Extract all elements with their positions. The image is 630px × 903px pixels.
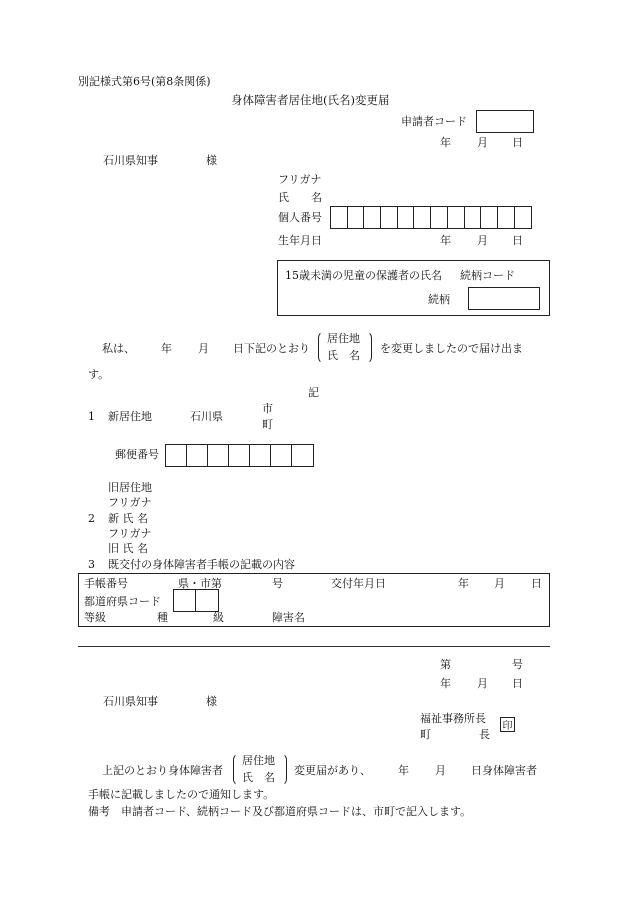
notice-body1: 上記のとおり身体障害者 [102, 764, 223, 777]
new-name-furigana: フリガナ [108, 496, 152, 509]
guardian-label: 15歳未満の児童の保護者の氏名 [285, 269, 442, 282]
old-address-label: 旧居住地 [108, 481, 152, 494]
shu-label: 種 [157, 611, 168, 624]
statement-watashi: 私は、 [102, 342, 135, 355]
applicant-code-field[interactable] [476, 110, 534, 133]
go-label: 号 [272, 577, 283, 590]
ken-shi-label: 県・市第 [178, 577, 222, 590]
city-label: 市 [262, 402, 273, 415]
old-name-furigana: フリガナ [108, 527, 152, 540]
grade-label: 等級 [84, 611, 106, 624]
new-name-label: 新 氏 名 [108, 512, 148, 525]
issue-month: 月 [494, 577, 505, 590]
notice-note: 備考 申請者コード、続柄コード及び都道府県コードは、市町で記入します。 [88, 805, 472, 818]
section1-num: 1 [88, 410, 95, 423]
relation-label: 続柄 [428, 293, 450, 306]
statement-tail2: す。 [88, 368, 110, 381]
section3-num: 3 [88, 558, 95, 571]
form-number: 別記様式第6号(第8条関係) [78, 75, 211, 88]
personal-number-label: 個人番号 [278, 211, 322, 224]
notice-body4: 手帳に記載しましたので通知します。 [88, 788, 275, 801]
notice-sama: 様 [206, 695, 217, 708]
kyu-label: 級 [213, 611, 224, 624]
birth-year: 年 [440, 234, 451, 247]
issue-date-label: 交付年月日 [331, 577, 386, 590]
section2-num: 2 [88, 512, 95, 525]
notice-dai: 第 [440, 658, 451, 671]
birth-month: 月 [477, 234, 488, 247]
name-label: 氏 名 [278, 191, 322, 204]
statement-tail: を変更しましたので届け出ま [380, 342, 523, 355]
postal-code-label: 郵便番号 [115, 448, 159, 461]
relation-code-label: 続柄コード [460, 269, 515, 282]
statement-year: 年 [161, 342, 172, 355]
date-day: 日 [512, 136, 523, 149]
birthdate-label: 生年月日 [278, 234, 322, 247]
notice-paren-top: 居住地 [242, 754, 275, 767]
postal-code-boxes[interactable] [165, 444, 314, 467]
notice-go: 号 [512, 658, 523, 671]
notice-day: 日 [512, 677, 523, 690]
statement-kika: 日下記のとおり [233, 342, 310, 355]
issue-year: 年 [458, 577, 469, 590]
relation-field[interactable] [468, 287, 540, 310]
town-chief-town: 町 [420, 728, 431, 741]
pref-code-label: 都道府県コード [84, 595, 161, 608]
town-label: 町 [262, 418, 273, 431]
date-month: 月 [477, 136, 488, 149]
notice-month: 月 [477, 677, 488, 690]
issue-day: 日 [531, 577, 542, 590]
governor-label: 石川県知事 [103, 154, 158, 167]
applicant-code-label: 申請者コード [401, 115, 467, 128]
pref-code-boxes[interactable] [173, 589, 219, 612]
date-year: 年 [440, 136, 451, 149]
furigana-label: フリガナ [278, 173, 322, 186]
new-address-label: 新居住地 [108, 410, 152, 423]
notebook-number-label: 手帳番号 [84, 577, 128, 590]
notice-year: 年 [440, 677, 451, 690]
notice-year2: 年 [398, 764, 409, 777]
section-divider [78, 646, 550, 647]
notice-month2: 月 [435, 764, 446, 777]
statement-paren-top: 居住地 [327, 332, 360, 345]
prefecture-label: 石川県 [190, 410, 223, 423]
ki-label: 記 [308, 386, 319, 399]
section3-label: 既交付の身体障害者手帳の記載の内容 [108, 558, 295, 571]
seal-icon: 印 [500, 717, 515, 732]
personal-number-boxes[interactable] [330, 206, 532, 229]
birth-day: 日 [512, 234, 523, 247]
notice-paren-bottom: 氏 名 [242, 771, 275, 784]
town-chief-cho: 長 [479, 728, 490, 741]
statement-paren-bottom: 氏 名 [327, 349, 360, 362]
old-name-label: 旧 氏 名 [108, 542, 148, 555]
notice-governor: 石川県知事 [103, 695, 158, 708]
office-chief-label: 福祉事務所長 [420, 712, 486, 725]
notice-body2: 変更届があり、 [294, 764, 371, 777]
sama-label: 様 [206, 154, 217, 167]
statement-month: 月 [198, 342, 209, 355]
disability-label: 障害名 [272, 611, 305, 624]
form-title: 身体障害者居住地(氏名)変更届 [231, 93, 390, 107]
notice-body3: 日身体障害者 [471, 764, 537, 777]
